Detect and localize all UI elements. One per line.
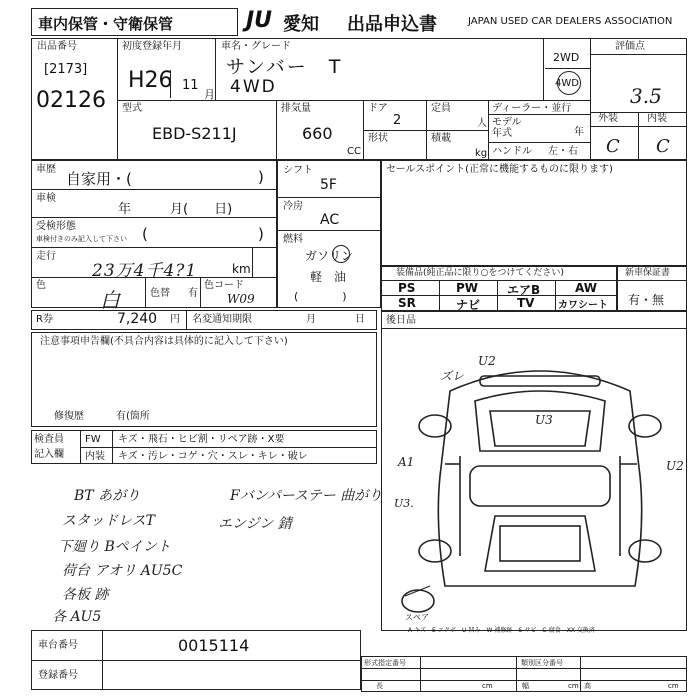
lot-number: 02126 bbox=[36, 88, 106, 113]
door-count: 2 bbox=[393, 113, 402, 128]
name-change-month: 月 bbox=[306, 314, 316, 325]
opt-tv: TV bbox=[517, 296, 535, 310]
history-label: 車歴 bbox=[36, 164, 56, 175]
note-fbumper: Fバンパーステー 曲がり bbox=[230, 488, 383, 504]
load-unit: kg bbox=[475, 148, 488, 159]
int-tag: 内装 bbox=[85, 451, 105, 462]
spare-label: スペア bbox=[405, 613, 429, 622]
note-panels: 各板 跡 bbox=[62, 587, 109, 603]
sales-point-label: セールスポイント(正常に機能するものに限ります) bbox=[386, 164, 613, 175]
color-label: 色 bbox=[36, 280, 46, 291]
inspection-label: 車検 bbox=[36, 193, 56, 204]
dim-width: 幅 bbox=[522, 682, 529, 690]
category-no-label: 類別区分番号 bbox=[521, 659, 563, 667]
mark-u3-q: U3. bbox=[394, 497, 414, 510]
car-name: サンバー T bbox=[226, 56, 343, 78]
month-unit: 月 bbox=[204, 88, 215, 101]
model-year-label: モデル 年式 bbox=[492, 117, 522, 139]
opt-leather: カワシート bbox=[558, 300, 608, 311]
warranty-label: 新車保証書 bbox=[625, 268, 671, 278]
door-label: ドア bbox=[368, 103, 388, 114]
fuel-diesel: 軽 油 bbox=[310, 270, 347, 284]
name-change-label: 名変通知期限 bbox=[192, 314, 252, 325]
mark-a1: A1 bbox=[398, 455, 415, 469]
model-code: EBD-S211J bbox=[152, 124, 237, 143]
model-label: 型式 bbox=[122, 103, 142, 114]
fw-items: キズ・飛石・ヒビ割・リペア跡・X要 bbox=[118, 434, 285, 445]
opt-navi: ナビ bbox=[456, 298, 481, 312]
load-label: 積載 bbox=[431, 133, 451, 144]
handle-options: 左・右 bbox=[548, 146, 578, 157]
disp-label: 排気量 bbox=[281, 103, 311, 114]
dim-height-unit: cm bbox=[668, 682, 679, 690]
storage-box bbox=[31, 8, 238, 36]
dim-length: 長 bbox=[376, 682, 383, 690]
mileage-unit: km bbox=[232, 262, 251, 276]
cap-unit: 人 bbox=[477, 118, 487, 129]
car-grade: 4WD bbox=[230, 77, 277, 97]
opt-ps: PS bbox=[398, 281, 416, 295]
color-code: W09 bbox=[227, 292, 255, 306]
displacement: 660 bbox=[302, 124, 333, 143]
note-studless: スタッドレスT bbox=[62, 513, 155, 529]
note-bt: BT あがり bbox=[74, 488, 141, 504]
inspector-label-2: 記入欄 bbox=[34, 449, 64, 460]
recycle-unit: 円 bbox=[170, 314, 180, 325]
score-value: 3.5 bbox=[630, 84, 662, 108]
drive-2wd: 2WD bbox=[553, 51, 580, 64]
ac-label: 冷房 bbox=[283, 201, 303, 212]
form-title: 出品申込書 bbox=[347, 14, 437, 35]
chassis-label: 車台番号 bbox=[38, 640, 78, 651]
insp-type-label: 受検形態 bbox=[36, 221, 76, 232]
first-reg-month: 11 bbox=[182, 78, 199, 93]
year-unit: 年 bbox=[574, 127, 584, 138]
inspector-label-1: 検査員 bbox=[34, 434, 64, 445]
history-close: ) bbox=[258, 168, 264, 186]
lot-label: 出品番号 bbox=[37, 41, 77, 52]
first-reg-year: H26 bbox=[128, 68, 173, 93]
handle-label: ハンドル bbox=[492, 146, 532, 157]
fuel-label: 燃料 bbox=[283, 234, 303, 245]
disp-unit: CC bbox=[347, 146, 361, 157]
ext-grade: C bbox=[606, 136, 620, 157]
note-underbody: 下廻り Bペイント bbox=[58, 539, 171, 555]
car-name-label: 車名・グレード bbox=[221, 41, 291, 52]
ac-value: AC bbox=[320, 212, 340, 228]
ext-label: 外装 bbox=[598, 113, 618, 124]
note-bed: 荷台 アオリ AU5C bbox=[62, 563, 183, 579]
storage-label: 車内保管・守衛保管 bbox=[38, 15, 174, 33]
repair-label: 修復歴 bbox=[54, 411, 84, 422]
opt-aw: AW bbox=[575, 281, 597, 295]
notes-label: 注意事項申告欄(不具合内容は具体的に記入して下さい) bbox=[40, 336, 288, 347]
inspection-value: 年 月( 日) bbox=[118, 202, 233, 217]
dim-length-unit: cm bbox=[482, 682, 493, 690]
insp-type-sub: 車検付きのみ記入して下さい bbox=[36, 235, 127, 243]
mark-u3: U3 bbox=[535, 413, 553, 427]
car-diagram bbox=[400, 356, 680, 616]
ju-logo: JU bbox=[246, 8, 273, 33]
fuel-paren: ( ) bbox=[294, 290, 347, 303]
shift-label: シフト bbox=[283, 165, 313, 176]
shift-value: 5F bbox=[320, 177, 337, 193]
mark-u2-top: U2 bbox=[478, 354, 496, 368]
format-no-label: 形式指定番号 bbox=[364, 659, 406, 667]
sales-point-box bbox=[381, 160, 687, 266]
color-value: 白 bbox=[100, 288, 120, 312]
insp-type-open: ( bbox=[142, 225, 148, 243]
int-items: キズ・汚レ・コゲ・穴・スレ・キレ・破レ bbox=[118, 451, 308, 462]
drive-4wd: 4WD bbox=[555, 78, 579, 89]
recycle-value: 7,240 bbox=[117, 311, 158, 327]
mark-zure: ズレ bbox=[440, 369, 465, 383]
association-name: JAPAN USED CAR DEALERS ASSOCIATION bbox=[468, 16, 673, 27]
int-grade: C bbox=[656, 136, 670, 157]
repair-value: 有(箇所 bbox=[116, 411, 150, 422]
shape-label: 形状 bbox=[368, 133, 388, 144]
registration-label: 登録番号 bbox=[38, 670, 78, 681]
mileage-value: 23万4千4?1 bbox=[92, 261, 198, 281]
note-each: 各 AU5 bbox=[52, 609, 102, 625]
history-value: 自家用・( bbox=[66, 170, 132, 188]
opt-sr: SR bbox=[398, 296, 416, 310]
mileage-label: 走行 bbox=[36, 251, 56, 262]
dim-width-unit: cm bbox=[568, 682, 579, 690]
later-items-label: 後日品 bbox=[386, 315, 416, 326]
warranty-value: 有・無 bbox=[628, 293, 665, 307]
first-reg-label: 初度登録年月 bbox=[122, 41, 182, 52]
opt-airbag: エアB bbox=[507, 283, 541, 297]
chassis-value: 0015114 bbox=[178, 636, 250, 655]
fw-tag: FW bbox=[85, 434, 101, 445]
cap-label: 定員 bbox=[431, 103, 451, 114]
options-header: 装備品(純正品に限り○をつけてください) bbox=[396, 268, 564, 278]
lot-sub: [2173] bbox=[44, 62, 88, 77]
fuel-gas: ガソリン bbox=[305, 249, 354, 263]
color-change-label: 色替 bbox=[150, 288, 170, 299]
legend: A-キズ E-エクボ U-凹み W-補修跡 S-サビ C-腐食 XX-交換済 bbox=[408, 627, 595, 634]
opt-pw: PW bbox=[456, 281, 479, 295]
recycle-label: R券 bbox=[36, 314, 53, 325]
score-label: 評価点 bbox=[615, 41, 645, 52]
dealer-label: ディーラー・並行 bbox=[492, 103, 572, 114]
branch-name: 愛知 bbox=[283, 14, 319, 35]
insp-type-close: ) bbox=[258, 225, 264, 243]
name-change-day: 日 bbox=[355, 314, 365, 325]
color-change-value: 有 bbox=[188, 288, 198, 299]
color-code-label: 色コード bbox=[204, 280, 244, 291]
note-engine: エンジン 錆 bbox=[218, 516, 292, 532]
int-label: 内装 bbox=[647, 113, 667, 124]
dim-height: 高 bbox=[584, 682, 591, 690]
mark-u2-right: U2 bbox=[666, 459, 684, 473]
